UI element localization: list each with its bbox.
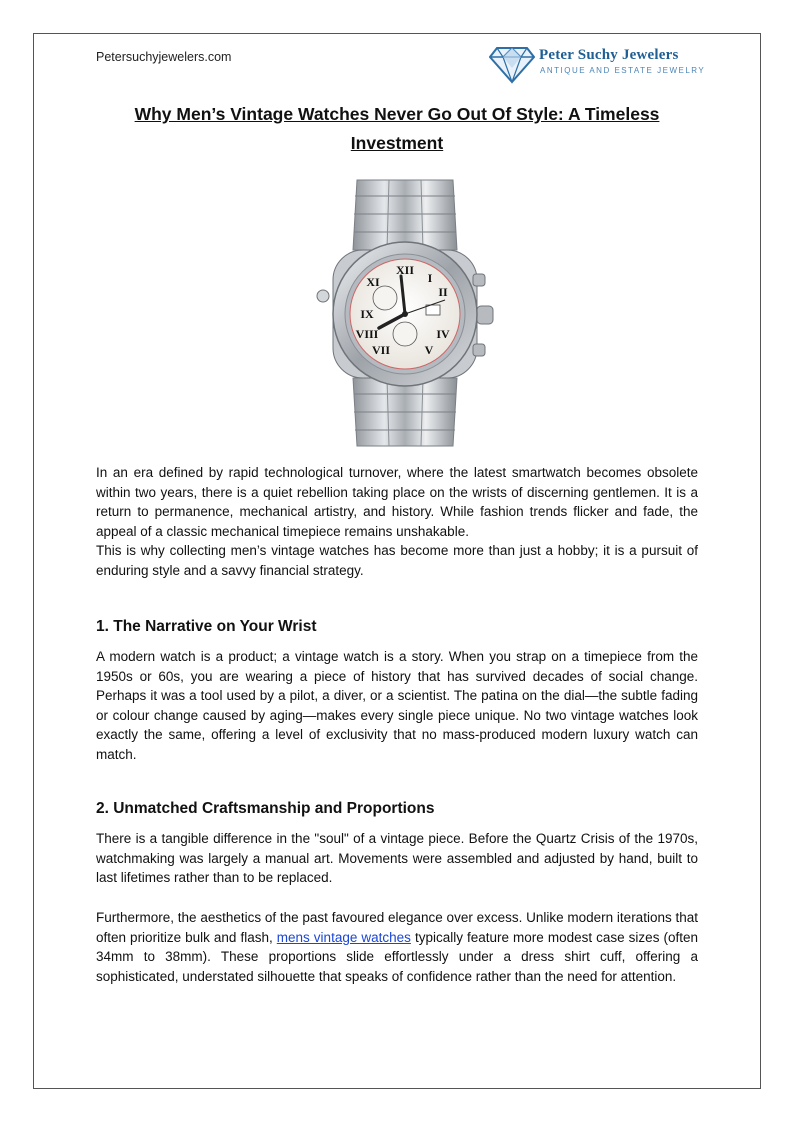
- section2-p1: There is a tangible difference in the "soul" of a vintage piece. Before the Quartz Crisis of the 1970s, watchmaking was largely a manual art. Movements were assembled and adjusted by hand, built to last lifetimes rather than to be replaced.: [96, 831, 698, 886]
- brand-logo[interactable]: [489, 44, 706, 84]
- section1-heading: 1. The Narrative on Your Wrist: [96, 618, 317, 635]
- watch-image: [305, 178, 505, 448]
- section2-p2-before: Furthermore, the aesthetics of the past favoured elegance over excess. Unlike modern iterations that often prioritize bulk and flash,: [96, 910, 698, 945]
- article-title: Why Men’s Vintage Watches Never Go Out Of Style: A Timeless Investment: [134, 104, 660, 153]
- mens-vintage-watches-link[interactable]: mens vintage watches: [276, 929, 411, 945]
- intro-p2: This is why collecting men’s vintage watches has become more than just a hobby; it is a pursuit of enduring style and a savvy financial strategy.: [96, 543, 698, 578]
- intro-paragraph: [96, 463, 698, 581]
- svg-text:IV: IV: [436, 327, 450, 341]
- svg-text:VIII: VIII: [355, 327, 379, 341]
- svg-text:I: I: [427, 271, 433, 285]
- svg-text:XII: XII: [395, 263, 415, 277]
- svg-text:II: II: [438, 285, 448, 299]
- svg-text:V: V: [424, 343, 434, 357]
- intro-p1: In an era defined by rapid technological turnover, where the latest smartwatch becomes obsolete within two years, there is a quiet rebellion taking place on the wrists of discerning gentlemen. It is a return to permanence, mechanical artistry, and history. While fashion trends flicker and fade, the appeal of a classic mechanical timepiece remains unshakable.: [96, 465, 698, 539]
- section2-p2: [96, 908, 698, 986]
- section1-body: A modern watch is a product; a vintage watch is a story. When you strap on a timepiece from the 1950s or 60s, you are wearing a piece of history that has survived decades of social change. Perhaps it was a tool used by a pilot, a diver, or a scientist. The patina on the dial—the subtle fading or colour change caused by aging—makes every single piece unique. No two vintage watches look exactly the same, offering a level of exclusivity that no mass-produced modern luxury watch can match.: [96, 649, 698, 762]
- logo-tagline: ANTIQUE AND ESTATE JEWELRY: [540, 66, 706, 75]
- section2-heading: 2. Unmatched Craftsmanship and Proportions: [96, 800, 435, 817]
- svg-text:VII: VII: [371, 343, 391, 357]
- svg-text:XI: XI: [366, 275, 380, 289]
- site-name: Petersuchyjewelers.com: [96, 50, 232, 64]
- diamond-icon: [489, 44, 535, 84]
- section2-p2-after: typically feature more modest case sizes (often 34mm to 38mm). These proportions slide effortlessly under a dress shirt cuff, offering a sophisticated, understated silhouette that speaks of confidence rather than the need for attention.: [96, 929, 698, 984]
- logo-name: Peter Suchy Jewelers: [539, 47, 679, 63]
- svg-text:IX: IX: [360, 307, 374, 321]
